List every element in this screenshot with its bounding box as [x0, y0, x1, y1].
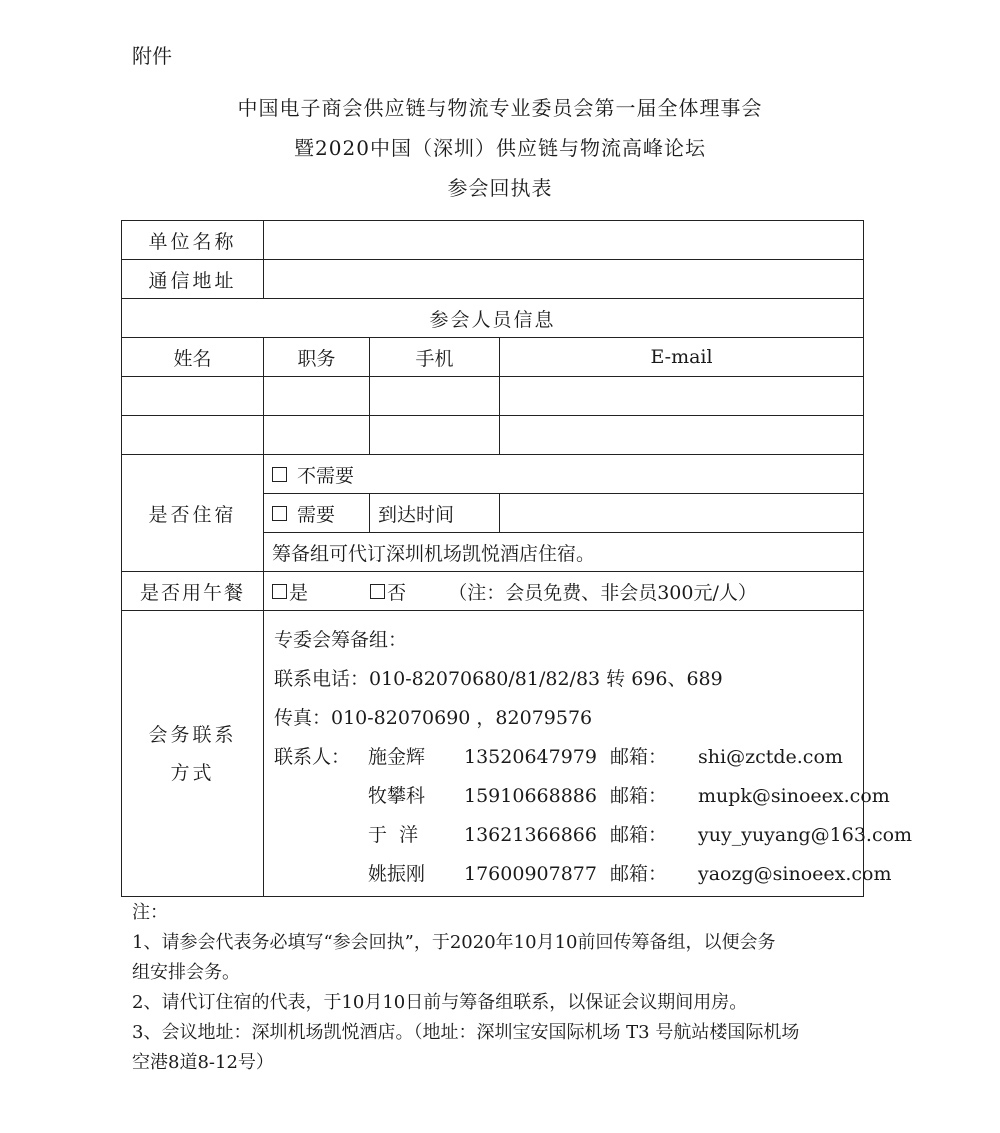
contact-person-email: yaozg@sinoeex.com	[698, 863, 892, 885]
lodging-label: 是否住宿	[122, 455, 264, 572]
lodging-option-yes[interactable]	[264, 494, 370, 533]
column-header-email: E-mail	[500, 338, 864, 377]
contact-person-row	[274, 777, 890, 816]
note-line: 1、请参会代表务必填写“参会回执”，于2020年10月10前回传筹备组，以便会务	[132, 932, 776, 953]
notes-section	[132, 898, 872, 1078]
contact-person-email: mupk@sinoeex.com	[698, 785, 890, 807]
attendee-position-field[interactable]	[264, 377, 370, 416]
lodging-note: 筹备组可代订深圳机场凯悦酒店住宿。	[264, 533, 864, 572]
contact-person-email: shi@zctde.com	[698, 746, 843, 768]
contact-person-row	[274, 855, 892, 894]
contact-fax-line: 传真：010-82070690 ，82079576	[274, 707, 593, 729]
contact-person-name: 姚振刚	[368, 863, 426, 885]
contact-person-phone: 13621366866	[464, 824, 597, 846]
attendee-mobile-field[interactable]	[370, 377, 500, 416]
column-header-name: 姓名	[122, 338, 264, 377]
contact-person-name: 牧攀科	[368, 785, 426, 807]
contact-mail-label: 邮箱：	[610, 785, 668, 807]
contact-info	[264, 611, 913, 897]
lunch-note: （注：会员免费、非会员300元/人）	[448, 581, 757, 604]
arrival-time-label: 到达时间	[370, 494, 500, 533]
title-line-3: 参会回执表	[447, 176, 553, 200]
attendee-row	[122, 377, 864, 416]
contact-person-name: 施金辉	[368, 746, 426, 768]
contact-person-row	[274, 738, 853, 777]
attendee-info-header: 参会人员信息	[122, 299, 864, 338]
checkbox-icon[interactable]	[272, 584, 287, 599]
unit-name-field[interactable]	[264, 221, 864, 260]
contact-phone-line: 联系电话：010-82070680/81/82/83 转 696、689	[274, 668, 723, 690]
note-line: 3、会议地址：深圳机场凯悦酒店。（地址：深圳宝安国际机场 T3 号航站楼国际机场	[132, 1022, 800, 1043]
checkbox-icon[interactable]	[272, 506, 287, 521]
lunch-no-text: 否	[387, 581, 407, 604]
contact-person-email: yuy_yuyang@163.com	[698, 824, 913, 846]
lunch-yes-text: 是	[289, 581, 309, 604]
attachment-label: 附件	[132, 44, 172, 68]
attendee-name-field[interactable]	[122, 416, 264, 455]
attendee-email-field[interactable]	[500, 416, 864, 455]
attendee-row	[122, 416, 864, 455]
lunch-label: 是否用午餐	[122, 572, 264, 611]
notes-heading: 注：	[132, 902, 168, 923]
contact-label-line-1: 会务联系	[148, 723, 237, 746]
note-line: 组安排会务。	[132, 962, 240, 983]
lunch-options	[264, 572, 864, 611]
contact-person-row	[274, 816, 913, 855]
attendee-email-field[interactable]	[500, 377, 864, 416]
contact-prefix: 联系人：	[274, 746, 351, 768]
contact-mail-label: 邮箱：	[610, 824, 668, 846]
attendee-name-field[interactable]	[122, 377, 264, 416]
registration-form-table	[121, 220, 913, 897]
contact-person-phone: 17600907877	[464, 863, 597, 885]
address-field[interactable]	[264, 260, 864, 299]
lodging-yes-text: 需要	[297, 503, 336, 526]
contact-group: 专委会筹备组：	[274, 629, 408, 651]
title-line-1: 中国电子商会供应链与物流专业委员会第一届全体理事会	[237, 96, 763, 120]
checkbox-icon[interactable]	[370, 584, 385, 599]
contact-label-line-2: 方式	[170, 761, 215, 784]
title-line-2: 暨2020中国（深圳）供应链与物流高峰论坛	[294, 136, 706, 160]
address-label: 通信地址	[122, 260, 264, 299]
arrival-time-field[interactable]	[500, 494, 864, 533]
contact-person-phone: 13520647979	[464, 746, 597, 768]
lodging-no-text: 不需要	[297, 464, 355, 487]
column-header-position: 职务	[264, 338, 370, 377]
note-line: 空港8道8-12号）	[132, 1052, 274, 1073]
contact-mail-label: 邮箱：	[610, 863, 668, 885]
contact-person-phone: 15910668886	[464, 785, 597, 807]
attendee-mobile-field[interactable]	[370, 416, 500, 455]
attendee-position-field[interactable]	[264, 416, 370, 455]
contact-mail-label: 邮箱：	[610, 746, 668, 768]
column-header-mobile: 手机	[370, 338, 500, 377]
lodging-option-no[interactable]	[264, 455, 864, 494]
contact-person-name: 于 洋	[368, 824, 419, 846]
checkbox-icon[interactable]	[272, 467, 287, 482]
contact-label	[122, 611, 264, 897]
note-line: 2、请代订住宿的代表，于10月10日前与筹备组联系，以保证会议期间用房。	[132, 992, 748, 1013]
unit-name-label: 单位名称	[122, 221, 264, 260]
form-title-block	[0, 88, 1000, 208]
